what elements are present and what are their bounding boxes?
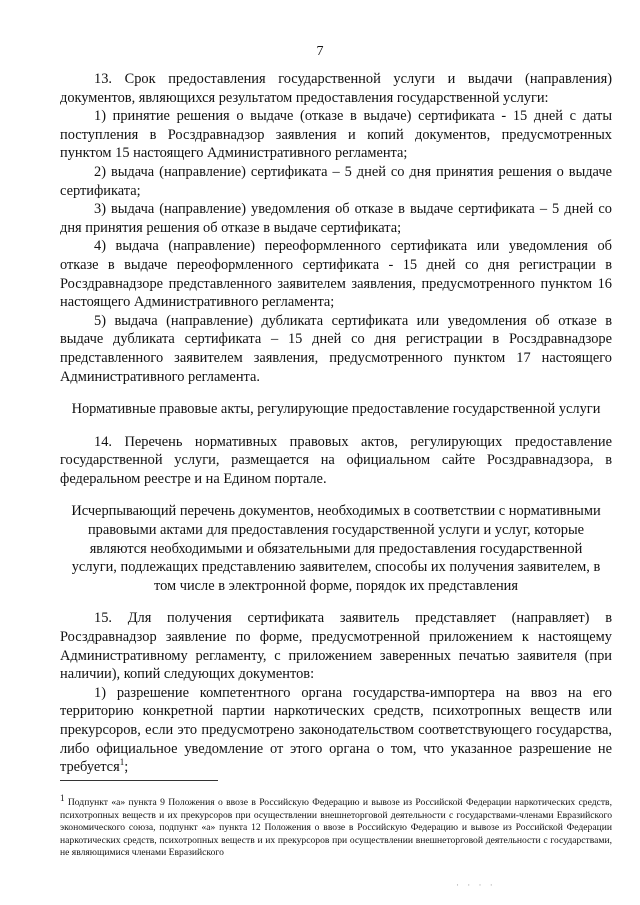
section-heading-legal-acts: Нормативные правовые акты, регулирующие предоставление государственной услуги bbox=[71, 401, 601, 418]
spacer bbox=[60, 419, 612, 433]
item-13-subitem-5: 5) выдача (направление) дубликата сертификата или уведомления об отказе в выдаче дубликата сертификата – 15 дней со дня регистрации в Росздравнадзоре представленного заявителем заявления, предусмотренного пунктом 17 настоящего Административного регламента. bbox=[60, 312, 612, 385]
page-number: 7 bbox=[316, 44, 324, 59]
item-13-subitem-4: 4) выдача (направление) переоформленного сертификата или уведомления об отказе в выдаче переоформленного сертификата - 15 дней со дня регистрации в Росздравнадзоре представленного заявителем заявления, предусмотренного пунктом 16 настоящего Административного регламента; bbox=[60, 238, 612, 311]
section-heading-documents: Исчерпывающий перечень документов, необходимых в соответствии с нормативными правовыми актами для предоставления государственной услуги и услуг, которые являются необходимыми и обязательными для предоставления государственной услуги, подлежащих представлению заявителем, способы их получения заявителем, в том числе в электронной форме, порядок их представления bbox=[71, 503, 601, 594]
footnote-text bbox=[60, 792, 612, 860]
item-13-subitem-2: 2) выдача (направление) сертификата – 5 дней со дня принятия решения о выдаче сертификата; bbox=[60, 163, 612, 199]
spacer bbox=[60, 386, 612, 400]
footnote-body: Подпункт «а» пункта 9 Положения о ввозе в Российскую Федерацию и вывозе из Российской Федерации наркотических средств, психотропных веществ и их прекурсоров при осуществлении внешнеторговой деятельности с государствами-членами Евразийского экономического союза, подпункт «а» пункта 12 Положения о ввозе в Российскую Федерацию и вывозе из Российской Федерации наркотических средств, психотропных веществ и их прекурсоров при осуществлении внешнеторговой деятельности с государствами, не являющимися членами Евразийского bbox=[60, 797, 612, 859]
document-body bbox=[60, 70, 612, 777]
item-15-subitem-1-text: 1) разрешение компетентного органа государства-импортера на ввоз на его территорию конкретной партии наркотических средств, психотропных веществ или прекурсоров, если это предусмотрено законодательством соответствующего государства, либо официальное уведомление от этого органа о том, что указанное разрешение не требуется bbox=[60, 684, 612, 776]
footnote-reference[interactable]: 1 bbox=[119, 757, 125, 768]
footnote bbox=[60, 792, 612, 860]
item-13-subitem-1: 1) принятие решения о выдаче (отказе в выдаче) сертификата - 15 дней с даты поступления в Росздравнадзор заявления и копий документов, предусмотренных пунктом 15 настоящего Административного регламента; bbox=[60, 108, 612, 162]
item-15-subitem-1 bbox=[60, 684, 612, 777]
item-14: 14. Перечень нормативных правовых актов, регулирующих предоставление государственной услуги, размещается на официальном сайте Росздравнадзора, в федеральном реестре и на Едином портале. bbox=[60, 433, 612, 487]
item-15-intro: 15. Для получения сертификата заявитель представляет (направляет) в Росздравнадзор заявление по форме, предусмотренной приложением к настоящему Административному регламенту, с приложением заверенных печатью заявителя (при наличии), копий следующих документов: bbox=[60, 610, 612, 683]
footnote-separator bbox=[60, 780, 218, 781]
scan-specks: · · · · bbox=[456, 880, 496, 890]
footnote-mark: 1 bbox=[60, 792, 65, 803]
item-13-intro: 13. Срок предоставления государственной услуги и выдачи (направления) документов, являющихся результатом предоставления государственной услуги: bbox=[60, 71, 612, 106]
spacer bbox=[60, 488, 612, 502]
item-15-subitem-1-end: ; bbox=[124, 759, 129, 776]
item-13-subitem-3: 3) выдача (направление) уведомления об отказе в выдаче сертификата – 5 дней со дня принятия решения об отказе в выдаче сертификата; bbox=[60, 201, 612, 236]
spacer bbox=[60, 595, 612, 609]
